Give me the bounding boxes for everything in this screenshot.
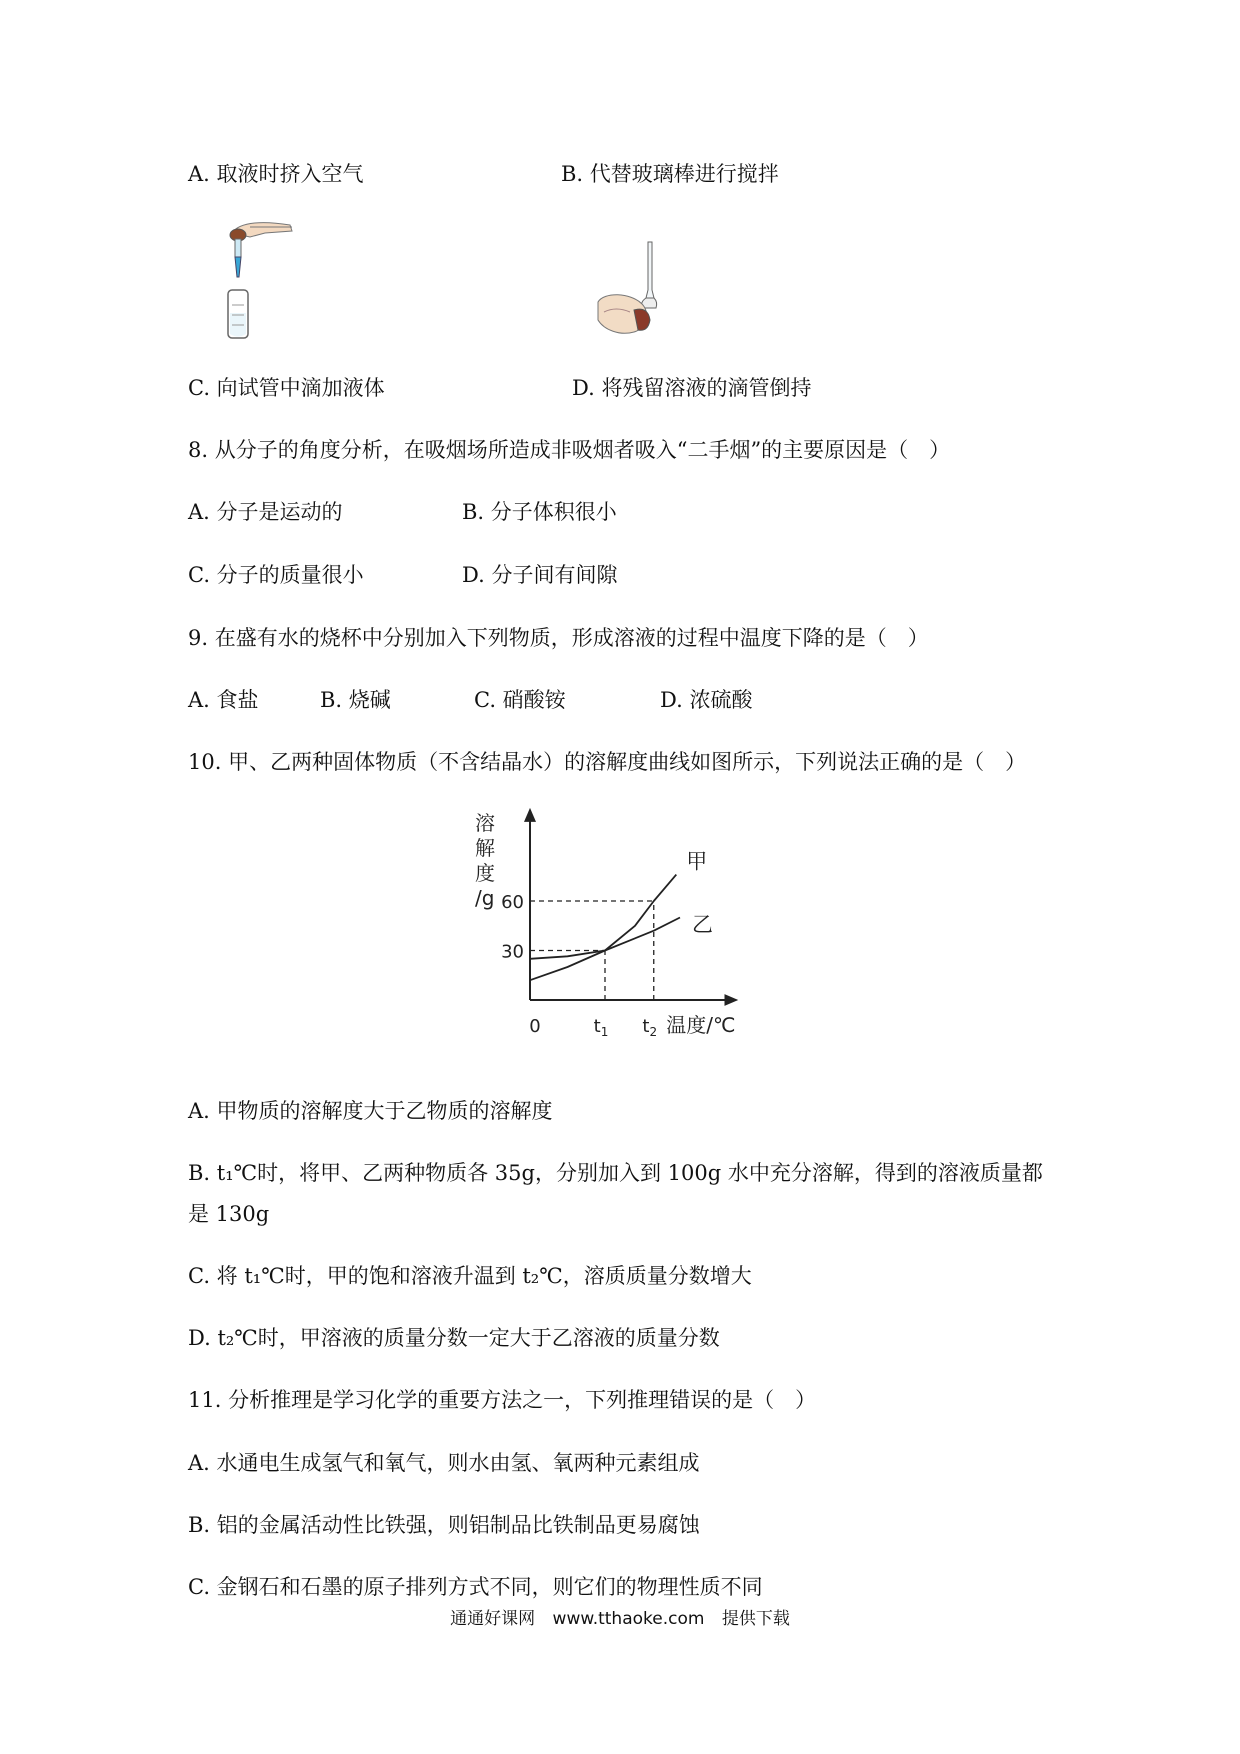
q8-option-b: B. 分子体积很小 (462, 500, 617, 524)
x-tick-label: $t_2$ (642, 1016, 658, 1039)
solubility-curve-chart (460, 800, 780, 1070)
footer-note: 提供下载 (721, 1609, 790, 1629)
y-axis-label-char: 溶 (475, 811, 495, 835)
q9-option-a: A. 食盐 (188, 688, 259, 712)
q7-option-c: C. 向试管中滴加液体 (188, 376, 385, 400)
y-axis-label-char: 解 (475, 836, 495, 860)
q8-option-a: A. 分子是运动的 (188, 500, 343, 524)
q9-stem: 9. 在盛有水的烧杯中分别加入下列物质，形成溶液的过程中温度下降的是（ ） (188, 626, 929, 650)
q9-option-d: D. 浓硫酸 (660, 688, 753, 712)
q10-option-b-line1: B. t₁℃时，将甲、乙两种物质各 35g，分别加入到 100g 水中充分溶解，得到的溶液质量都 (188, 1161, 1043, 1185)
q8-option-d: D. 分子间有间隙 (462, 563, 618, 587)
footer-url[interactable]: www.tthaoke.com (552, 1609, 705, 1629)
q11-option-a: A. 水通电生成氢气和氧气，则水由氢、氧两种元素组成 (188, 1451, 700, 1475)
y-tick-label: 60 (501, 892, 524, 913)
page-footer (0, 1604, 1240, 1629)
q9-option-b: B. 烧碱 (320, 688, 391, 712)
q10-option-b-line2: 是 130g (188, 1202, 270, 1226)
series-label: 乙 (692, 912, 713, 937)
q10-option-a: A. 甲物质的溶解度大于乙物质的溶解度 (188, 1099, 553, 1123)
footer-site: 通通好课网 (450, 1609, 536, 1629)
q8-option-c: C. 分子的质量很小 (188, 563, 364, 587)
q8-stem: 8. 从分子的角度分析，在吸烟场所造成非吸烟者吸入“二手烟”的主要原因是（ ） (188, 438, 951, 462)
q7-option-a: A. 取液时挤入空气 (188, 162, 364, 186)
q10-option-c: C. 将 t₁℃时，甲的饱和溶液升温到 t₂℃，溶质质量分数增大 (188, 1264, 752, 1288)
inverted-dropper-image (590, 240, 670, 340)
series-label: 甲 (686, 849, 708, 874)
y-axis-label-char: 度 (475, 861, 495, 885)
q10-stem: 10. 甲、乙两种固体物质（不含结晶水）的溶解度曲线如图所示，下列说法正确的是（ ） (188, 750, 1027, 774)
y-axis-label-char: /g (475, 886, 495, 910)
q9-option-c: C. 硝酸铵 (474, 688, 566, 712)
q11-option-b: B. 铝的金属活动性比铁强，则铝制品比铁制品更易腐蚀 (188, 1513, 700, 1537)
origin-label: 0 (529, 1016, 541, 1037)
y-tick-label: 30 (501, 941, 524, 963)
q10-option-d: D. t₂℃时，甲溶液的质量分数一定大于乙溶液的质量分数 (188, 1326, 720, 1350)
dropper-over-test-tube-image (210, 215, 300, 340)
x-tick-label: $t_1$ (593, 1016, 609, 1039)
q11-option-c: C. 金钢石和石墨的原子排列方式不同，则它们的物理性质不同 (188, 1575, 763, 1599)
q11-stem: 11. 分析推理是学习化学的重要方法之一，下列推理错误的是（ ） (188, 1388, 817, 1412)
x-axis-label: 温度/℃ (666, 1013, 736, 1037)
q7-option-d: D. 将残留溶液的滴管倒持 (572, 376, 812, 400)
q7-option-b: B. 代替玻璃棒进行搅拌 (561, 162, 779, 186)
